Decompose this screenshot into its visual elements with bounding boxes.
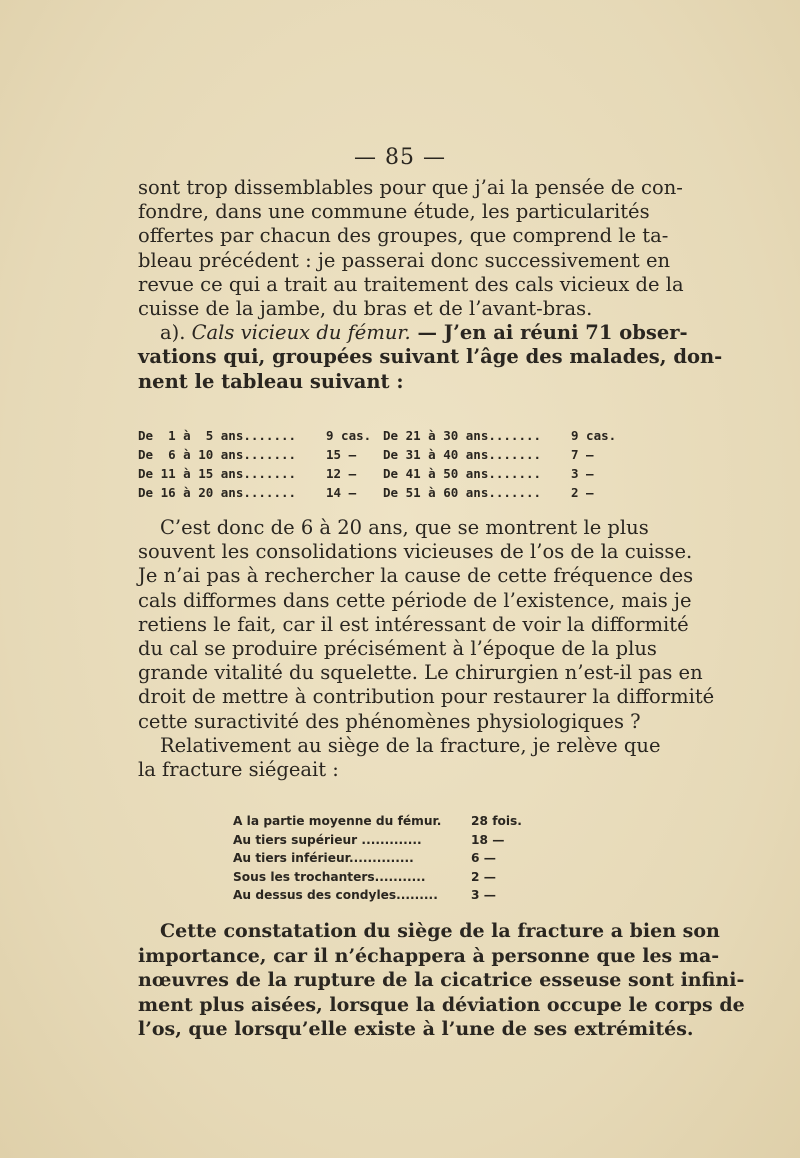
text-line: fondre, dans une commune étude, les particularités <box>138 200 650 224</box>
text-line: offertes par chacun des groupes, que comprend le ta- <box>138 224 669 248</box>
table-row <box>233 812 533 831</box>
table-row <box>138 483 628 502</box>
text-line: retiens le fait, car il est intéressant de voir la difformité <box>138 612 689 636</box>
age-range-label: De 51 à 60 ans....... <box>383 485 542 500</box>
fracture-site-label: Au tiers supérieur ............. <box>233 832 422 847</box>
fracture-count: 2 — <box>471 869 496 884</box>
text-line: cette suractivité des phénomènes physiologiques ? <box>138 709 641 733</box>
case-count: 9 cas. <box>326 428 372 443</box>
section-title: Cals vicieux du fémur. <box>191 321 411 345</box>
paragraph-conclusion <box>138 919 745 1042</box>
section-heading-line <box>138 321 688 345</box>
fracture-site-label: Au tiers inférieur.............. <box>233 851 414 866</box>
text-line: nent le tableau suivant : <box>138 369 404 393</box>
text-line: Je n’ai pas à rechercher la cause de cette fréquence des <box>138 564 694 588</box>
fracture-count: 18 — <box>471 832 505 847</box>
text-line: bleau précédent : je passerai donc successivement en <box>138 248 671 272</box>
table-row <box>233 886 533 905</box>
fracture-count: 3 — <box>471 888 496 903</box>
text-line: grande vitalité du squelette. Le chirurgien n’est-il pas en <box>138 661 703 685</box>
text-line: sont trop dissemblables pour que j’ai la pensée de con- <box>138 176 683 199</box>
case-count: 15 — <box>326 447 357 462</box>
table-row <box>138 464 628 483</box>
table-row <box>138 426 628 445</box>
text-fragment: — J’en ai réuni 71 obser- <box>410 321 688 345</box>
fracture-count: 28 fois. <box>471 814 522 828</box>
text-line: droit de mettre à contribution pour restaurer la difformité <box>138 685 715 709</box>
table-row <box>233 849 533 868</box>
case-count: 2 — <box>571 485 594 500</box>
fracture-site-table <box>233 812 533 905</box>
case-count: 12 — <box>326 466 357 481</box>
age-table <box>138 426 628 502</box>
text-line: cals difformes dans cette période de l’existence, mais je <box>138 588 692 612</box>
case-count: 14 — <box>326 485 357 500</box>
text-line: importance, car il n’échappera à personne que les ma- <box>138 944 720 967</box>
age-range-label: De 31 à 40 ans....... <box>383 447 542 462</box>
age-range-label: De 41 à 50 ans....... <box>383 466 542 481</box>
text-line: ment plus aisées, lorsque la déviation occupe le corps de <box>138 993 745 1016</box>
section-marker: a). <box>160 321 186 345</box>
paragraph-intro <box>138 176 723 394</box>
fracture-count: 6 — <box>471 851 496 866</box>
age-range-label: De 11 à 15 ans....... <box>138 466 297 481</box>
case-count: 3 — <box>571 466 594 481</box>
text-line: du cal se produire précisément à l’époque de la plus <box>138 637 657 661</box>
table-row <box>138 445 628 464</box>
text-line: Relativement au siège de la fracture, je relève que <box>160 733 661 757</box>
paragraph-discussion <box>138 516 715 782</box>
fracture-site-label: Sous les trochanters........... <box>233 869 426 884</box>
page-number: — 85 — <box>354 145 446 170</box>
text-line: cuisse de la jambe, du bras et de l’avant-bras. <box>138 297 593 321</box>
text-line: l’os, que lorsqu’elle existe à l’une de ses extrémités. <box>138 1018 694 1041</box>
age-range-label: De 6 à 10 ans....... <box>138 447 297 462</box>
table-row <box>233 831 533 850</box>
age-range-label: De 21 à 30 ans....... <box>383 428 542 443</box>
text-line: nœuvres de la rupture de la cicatrice esseuse sont infini- <box>138 969 745 992</box>
text-line: vations qui, groupées suivant l’âge des malades, don- <box>138 345 723 369</box>
fracture-site-label: Au dessus des condyles......... <box>233 888 438 903</box>
table-row <box>233 868 533 887</box>
text-line: C’est donc de 6 à 20 ans, que se montrent le plus <box>160 516 649 539</box>
text-line: Cette constatation du siège de la fracture a bien son <box>160 920 720 942</box>
text-line: la fracture siégeait : <box>138 758 339 782</box>
age-range-label: De 1 à 5 ans....... <box>138 428 297 443</box>
case-count: 7 — <box>571 447 594 462</box>
case-count: 9 cas. <box>571 428 617 443</box>
text-line: revue ce qui a trait au traitement des cals vicieux de la <box>138 272 684 296</box>
text-line: souvent les consolidations vicieuses de l’os de la cuisse. <box>138 540 693 564</box>
fracture-site-label: A la partie moyenne du fémur. <box>233 814 442 828</box>
age-range-label: De 16 à 20 ans....... <box>138 485 297 500</box>
